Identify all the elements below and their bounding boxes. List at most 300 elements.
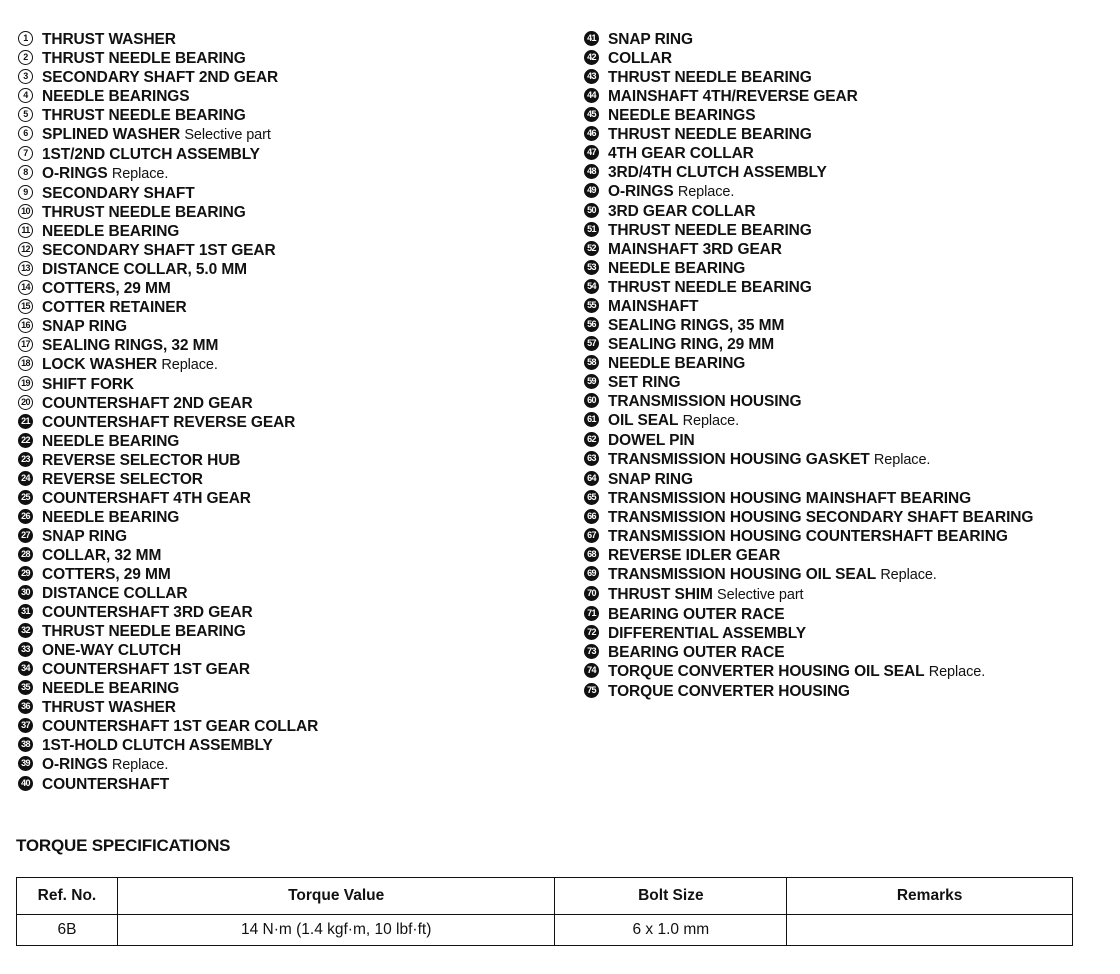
part-name: TRANSMISSION HOUSING OIL SEAL — [608, 566, 877, 583]
part-name: REVERSE SELECTOR HUB — [42, 452, 241, 469]
header-torque-value: Torque Value — [117, 878, 555, 915]
part-text — [42, 775, 563, 794]
part-text — [608, 30, 1104, 49]
part-item — [18, 222, 563, 241]
part-item — [18, 698, 563, 717]
callout-number-icon: 9 — [18, 185, 33, 200]
part-name: 4TH GEAR COLLAR — [608, 145, 754, 162]
part-name: THRUST NEEDLE BEARING — [608, 279, 812, 296]
callout-number-icon: 75 — [584, 683, 599, 698]
part-text — [608, 202, 1104, 221]
part-name: THRUST NEEDLE BEARING — [608, 222, 812, 239]
part-item — [18, 679, 563, 698]
part-name: COUNTERSHAFT 3RD GEAR — [42, 604, 253, 621]
part-name: COUNTERSHAFT 2ND GEAR — [42, 395, 253, 412]
part-text — [608, 643, 1104, 662]
part-name: COUNTERSHAFT 1ST GEAR COLLAR — [42, 718, 319, 735]
callout-number-icon: 36 — [18, 699, 33, 714]
part-text — [42, 222, 563, 241]
part-name: DISTANCE COLLAR — [42, 585, 188, 602]
part-item — [584, 527, 1104, 546]
callout-number-icon: 27 — [18, 528, 33, 543]
callout-number-icon: 11 — [18, 223, 33, 238]
callout-number-icon: 62 — [584, 432, 599, 447]
part-text — [42, 145, 563, 164]
part-name: COUNTERSHAFT 4TH GEAR — [42, 490, 251, 507]
part-name: TRANSMISSION HOUSING — [608, 393, 802, 410]
part-text — [42, 184, 563, 203]
part-name: LOCK WASHER — [42, 356, 158, 373]
part-item — [584, 68, 1104, 87]
part-item — [584, 259, 1104, 278]
part-item — [18, 279, 563, 298]
callout-number-icon: 64 — [584, 471, 599, 486]
part-text — [42, 317, 563, 336]
part-item — [18, 394, 563, 413]
part-item — [18, 30, 563, 49]
callout-number-icon: 56 — [584, 317, 599, 332]
part-name: THRUST NEEDLE BEARING — [42, 623, 246, 640]
part-text — [608, 431, 1104, 450]
part-item — [18, 125, 563, 145]
part-name: MAINSHAFT — [608, 298, 699, 315]
part-name: TRANSMISSION HOUSING MAINSHAFT BEARING — [608, 490, 972, 507]
part-name: COUNTERSHAFT 1ST GEAR — [42, 661, 251, 678]
callout-number-icon: 14 — [18, 280, 33, 295]
part-name: NEEDLE BEARINGS — [608, 107, 756, 124]
part-text — [608, 392, 1104, 411]
callout-number-icon: 8 — [18, 165, 33, 180]
part-item — [584, 30, 1104, 49]
part-name: MAINSHAFT 3RD GEAR — [608, 241, 782, 258]
part-text — [42, 241, 563, 260]
callout-number-icon: 15 — [18, 299, 33, 314]
part-name: THRUST WASHER — [42, 31, 176, 48]
callout-number-icon: 22 — [18, 433, 33, 448]
part-text — [608, 373, 1104, 392]
part-item — [584, 125, 1104, 144]
part-text — [42, 489, 563, 508]
callout-number-icon: 68 — [584, 547, 599, 562]
callout-number-icon: 28 — [18, 547, 33, 562]
part-name: 3RD GEAR COLLAR — [608, 203, 756, 220]
part-text — [608, 624, 1104, 643]
callout-number-icon: 65 — [584, 490, 599, 505]
part-name: NEEDLE BEARING — [608, 260, 746, 277]
callout-number-icon: 43 — [584, 69, 599, 84]
callout-number-icon: 59 — [584, 374, 599, 389]
part-text — [608, 450, 1104, 470]
part-name: SECONDARY SHAFT — [42, 185, 195, 202]
part-item — [18, 641, 563, 660]
part-item — [584, 411, 1104, 431]
callout-number-icon: 61 — [584, 412, 599, 427]
part-text — [608, 316, 1104, 335]
part-name: THRUST SHIM — [608, 586, 713, 603]
part-item — [584, 163, 1104, 182]
part-name: SEALING RINGS, 32 MM — [42, 337, 219, 354]
callout-number-icon: 60 — [584, 393, 599, 408]
part-item — [18, 622, 563, 641]
part-item — [18, 451, 563, 470]
part-text — [608, 68, 1104, 87]
part-note: Selective part — [184, 127, 271, 143]
part-item — [18, 298, 563, 317]
part-name: THRUST NEEDLE BEARING — [42, 50, 246, 67]
part-text — [42, 298, 563, 317]
part-item — [18, 106, 563, 125]
part-name: COTTERS, 29 MM — [42, 566, 171, 583]
part-name: SNAP RING — [42, 528, 127, 545]
part-item — [584, 373, 1104, 392]
part-text — [42, 87, 563, 106]
part-name: SHIFT FORK — [42, 376, 134, 393]
callout-number-icon: 35 — [18, 680, 33, 695]
part-text — [42, 584, 563, 603]
callout-number-icon: 30 — [18, 585, 33, 600]
part-name: COUNTERSHAFT REVERSE GEAR — [42, 414, 296, 431]
part-text — [42, 260, 563, 279]
callout-number-icon: 53 — [584, 260, 599, 275]
callout-number-icon: 32 — [18, 623, 33, 638]
part-item — [584, 182, 1104, 202]
part-name: SNAP RING — [608, 471, 693, 488]
part-name: NEEDLE BEARING — [608, 355, 746, 372]
part-note: Replace. — [928, 664, 986, 680]
part-item — [584, 585, 1104, 605]
callout-number-icon: 24 — [18, 471, 33, 486]
part-text — [42, 203, 563, 222]
callout-number-icon: 19 — [18, 376, 33, 391]
cell-torque-value: 14 N·m (1.4 kgf·m, 10 lbf·ft) — [117, 915, 555, 946]
callout-number-icon: 42 — [584, 50, 599, 65]
part-name: NEEDLE BEARING — [42, 509, 180, 526]
part-name: O-RINGS — [42, 165, 108, 182]
part-item — [18, 508, 563, 527]
part-note: Replace. — [161, 357, 218, 373]
part-name: DISTANCE COLLAR, 5.0 MM — [42, 261, 247, 278]
callout-number-icon: 41 — [584, 31, 599, 46]
part-item — [18, 336, 563, 355]
part-text — [42, 755, 563, 775]
part-name: SECONDARY SHAFT 2ND GEAR — [42, 69, 279, 86]
part-item — [18, 203, 563, 222]
torque-table-header-row — [17, 878, 1073, 915]
part-item — [584, 470, 1104, 489]
part-text — [42, 603, 563, 622]
part-name: NEEDLE BEARING — [42, 223, 180, 240]
part-text — [42, 717, 563, 736]
part-name: BEARING OUTER RACE — [608, 644, 785, 661]
part-text — [42, 622, 563, 641]
part-text — [42, 279, 563, 298]
callout-number-icon: 58 — [584, 355, 599, 370]
part-name: 1ST/2ND CLUTCH ASSEMBLY — [42, 146, 260, 163]
callout-number-icon: 25 — [18, 490, 33, 505]
callout-number-icon: 10 — [18, 204, 33, 219]
part-item — [584, 450, 1104, 470]
callout-number-icon: 7 — [18, 146, 33, 161]
part-item — [584, 87, 1104, 106]
part-name: SECONDARY SHAFT 1ST GEAR — [42, 242, 276, 259]
part-item — [18, 87, 563, 106]
part-item — [584, 144, 1104, 163]
part-item — [18, 755, 563, 775]
part-text — [608, 125, 1104, 144]
part-item — [18, 241, 563, 260]
part-item — [584, 316, 1104, 335]
callout-number-icon: 29 — [18, 566, 33, 581]
part-text — [42, 508, 563, 527]
part-name: O-RINGS — [42, 756, 108, 773]
part-item — [18, 565, 563, 584]
part-text — [608, 297, 1104, 316]
part-item — [584, 662, 1104, 682]
part-text — [608, 585, 1104, 605]
callout-number-icon: 69 — [584, 566, 599, 581]
callout-number-icon: 44 — [584, 88, 599, 103]
callout-number-icon: 50 — [584, 203, 599, 218]
parts-list-left — [18, 30, 563, 794]
part-name: COTTER RETAINER — [42, 299, 187, 316]
part-name: MAINSHAFT 4TH/REVERSE GEAR — [608, 88, 858, 105]
callout-number-icon: 38 — [18, 737, 33, 752]
part-item — [584, 605, 1104, 624]
part-name: TRANSMISSION HOUSING SECONDARY SHAFT BEARING — [608, 509, 1034, 526]
callout-number-icon: 52 — [584, 241, 599, 256]
part-text — [42, 413, 563, 432]
part-text — [608, 221, 1104, 240]
callout-number-icon: 16 — [18, 318, 33, 333]
part-name: DIFFERENTIAL ASSEMBLY — [608, 625, 806, 642]
part-text — [608, 106, 1104, 125]
part-name: NEEDLE BEARINGS — [42, 88, 190, 105]
part-item — [584, 565, 1104, 585]
part-text — [608, 565, 1104, 585]
part-item — [584, 546, 1104, 565]
part-text — [42, 49, 563, 68]
part-text — [608, 489, 1104, 508]
part-item — [18, 603, 563, 622]
part-item — [584, 392, 1104, 411]
part-item — [584, 489, 1104, 508]
part-item — [584, 335, 1104, 354]
part-text — [42, 565, 563, 584]
part-note: Replace. — [111, 757, 169, 773]
part-text — [42, 336, 563, 355]
part-name: THRUST NEEDLE BEARING — [608, 126, 812, 143]
part-item — [18, 470, 563, 489]
part-item — [584, 643, 1104, 662]
part-name: TORQUE CONVERTER HOUSING OIL SEAL — [608, 663, 925, 680]
part-name: O-RINGS — [608, 183, 674, 200]
part-text — [42, 451, 563, 470]
callout-number-icon: 57 — [584, 336, 599, 351]
part-item — [584, 202, 1104, 221]
cell-remarks — [787, 915, 1073, 946]
part-name: SEALING RING, 29 MM — [608, 336, 775, 353]
table-row — [17, 915, 1073, 946]
part-text — [608, 240, 1104, 259]
callout-number-icon: 40 — [18, 776, 33, 791]
callout-number-icon: 13 — [18, 261, 33, 276]
cell-ref-no: 6B — [17, 915, 118, 946]
part-item — [584, 431, 1104, 450]
part-item — [18, 432, 563, 451]
callout-number-icon: 33 — [18, 642, 33, 657]
callout-number-icon: 66 — [584, 509, 599, 524]
part-text — [42, 164, 563, 184]
part-text — [608, 259, 1104, 278]
part-item — [18, 49, 563, 68]
part-name: THRUST NEEDLE BEARING — [42, 107, 246, 124]
callout-number-icon: 4 — [18, 88, 33, 103]
part-item — [18, 145, 563, 164]
part-text — [608, 182, 1104, 202]
part-note: Selective part — [717, 587, 804, 603]
part-name: TRANSMISSION HOUSING GASKET — [608, 451, 870, 468]
part-item — [18, 546, 563, 565]
part-name: COTTERS, 29 MM — [42, 280, 171, 297]
callout-number-icon: 54 — [584, 279, 599, 294]
part-item — [18, 584, 563, 603]
part-text — [608, 335, 1104, 354]
part-name: ONE-WAY CLUTCH — [42, 642, 181, 659]
part-text — [608, 508, 1104, 527]
callout-number-icon: 70 — [584, 586, 599, 601]
part-text — [608, 87, 1104, 106]
cell-bolt-size: 6 x 1.0 mm — [555, 915, 787, 946]
part-text — [42, 546, 563, 565]
part-name: SNAP RING — [42, 318, 127, 335]
part-item — [584, 240, 1104, 259]
part-text — [42, 375, 563, 394]
part-item — [18, 164, 563, 184]
part-text — [42, 470, 563, 489]
part-text — [42, 68, 563, 87]
part-text — [42, 125, 563, 145]
callout-number-icon: 3 — [18, 69, 33, 84]
part-name: THRUST NEEDLE BEARING — [42, 204, 246, 221]
part-item — [584, 624, 1104, 643]
part-item — [584, 106, 1104, 125]
part-item — [584, 221, 1104, 240]
part-name: SET RING — [608, 374, 681, 391]
part-item — [584, 278, 1104, 297]
part-item — [18, 660, 563, 679]
part-item — [18, 717, 563, 736]
part-name: THRUST NEEDLE BEARING — [608, 69, 812, 86]
callout-number-icon: 72 — [584, 625, 599, 640]
parts-list-right — [584, 30, 1104, 701]
callout-number-icon: 48 — [584, 164, 599, 179]
callout-number-icon: 12 — [18, 242, 33, 257]
part-text — [42, 106, 563, 125]
part-text — [608, 49, 1104, 68]
header-ref-no: Ref. No. — [17, 878, 118, 915]
part-text — [608, 354, 1104, 373]
callout-number-icon: 37 — [18, 718, 33, 733]
part-name: SEALING RINGS, 35 MM — [608, 317, 785, 334]
part-item — [18, 355, 563, 375]
callout-number-icon: 23 — [18, 452, 33, 467]
part-item — [584, 354, 1104, 373]
part-note: Replace. — [111, 166, 169, 182]
part-text — [608, 527, 1104, 546]
callout-number-icon: 20 — [18, 395, 33, 410]
part-name: 1ST-HOLD CLUTCH ASSEMBLY — [42, 737, 273, 754]
part-text — [42, 736, 563, 755]
callout-number-icon: 6 — [18, 126, 33, 141]
callout-number-icon: 45 — [584, 107, 599, 122]
part-text — [42, 30, 563, 49]
part-text — [608, 163, 1104, 182]
part-text — [608, 411, 1104, 431]
callout-number-icon: 67 — [584, 528, 599, 543]
part-item — [584, 297, 1104, 316]
part-item — [18, 68, 563, 87]
part-text — [608, 662, 1104, 682]
part-item — [18, 317, 563, 336]
part-text — [42, 679, 563, 698]
callout-number-icon: 74 — [584, 663, 599, 678]
callout-number-icon: 1 — [18, 31, 33, 46]
part-name: SPLINED WASHER — [42, 126, 181, 143]
part-note: Replace. — [677, 184, 735, 200]
part-name: TRANSMISSION HOUSING COUNTERSHAFT BEARING — [608, 528, 1008, 545]
part-note: Replace. — [880, 567, 937, 583]
callout-number-icon: 63 — [584, 451, 599, 466]
part-text — [42, 394, 563, 413]
callout-number-icon: 26 — [18, 509, 33, 524]
callout-number-icon: 46 — [584, 126, 599, 141]
part-name: REVERSE IDLER GEAR — [608, 547, 781, 564]
part-text — [42, 355, 563, 375]
part-text — [608, 278, 1104, 297]
part-text — [608, 470, 1104, 489]
part-item — [18, 260, 563, 279]
part-text — [608, 605, 1104, 624]
part-text — [42, 660, 563, 679]
torque-specifications-title: TORQUE SPECIFICATIONS — [16, 836, 231, 855]
part-item — [18, 375, 563, 394]
part-name: NEEDLE BEARING — [42, 433, 180, 450]
part-name: THRUST WASHER — [42, 699, 176, 716]
part-text — [608, 682, 1104, 701]
header-remarks: Remarks — [787, 878, 1073, 915]
torque-specifications-table — [16, 877, 1073, 946]
part-name: COLLAR — [608, 50, 672, 67]
callout-number-icon: 71 — [584, 606, 599, 621]
part-text — [42, 641, 563, 660]
part-item — [584, 508, 1104, 527]
part-item — [18, 527, 563, 546]
callout-number-icon: 49 — [584, 183, 599, 198]
part-item — [584, 49, 1104, 68]
part-name: 3RD/4TH CLUTCH ASSEMBLY — [608, 164, 827, 181]
callout-number-icon: 21 — [18, 414, 33, 429]
part-item — [584, 682, 1104, 701]
callout-number-icon: 2 — [18, 50, 33, 65]
part-note: Replace. — [873, 452, 931, 468]
part-item — [18, 775, 563, 794]
callout-number-icon: 55 — [584, 298, 599, 313]
part-name: COLLAR, 32 MM — [42, 547, 162, 564]
part-text — [42, 698, 563, 717]
part-item — [18, 489, 563, 508]
callout-number-icon: 31 — [18, 604, 33, 619]
part-name: BEARING OUTER RACE — [608, 606, 785, 623]
